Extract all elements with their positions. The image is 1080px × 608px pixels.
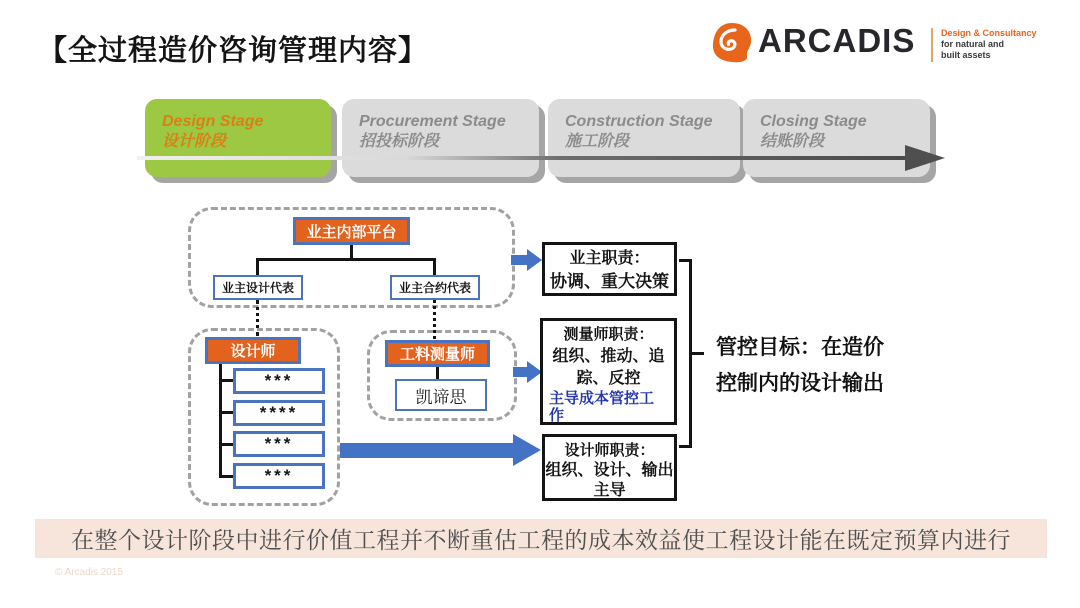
owner-duty-body: 协调、重大决策 (550, 272, 669, 291)
stage-procurement-en: Procurement Stage (359, 113, 506, 130)
flow-arrow-designer-head-icon (513, 434, 541, 466)
stage-tab-closing (743, 99, 930, 177)
arcadis-logo-mark-icon (710, 22, 754, 64)
connector-line (256, 258, 436, 261)
logo-tagline (941, 28, 1037, 61)
designer-item-box: **** (233, 400, 325, 426)
designer-box: 设计师 (205, 337, 301, 364)
stage-closing-zh: 结账阶段 (760, 133, 825, 150)
owner-contract-rep-box: 业主合约代表 (390, 275, 480, 300)
stage-tab-design (145, 99, 331, 177)
page-title: 【全过程造价咨询管理内容】 (38, 35, 429, 67)
flow-arrow-surveyor (513, 367, 527, 377)
stage-procurement-zh: 招投标阶段 (359, 133, 440, 150)
connector-line (436, 367, 439, 379)
goal-text: 管控目标：在造价控制内的设计输出 (716, 336, 884, 395)
logo-divider (931, 28, 933, 62)
logo-tagline-line1: Design & Consultancy (941, 28, 1037, 38)
bracket-tick-line (692, 352, 704, 355)
surveyor-box: 工料测量师 (385, 340, 490, 367)
designer-duty-body: 组织、设计、输出主导 (545, 462, 674, 499)
stage-construction-zh: 施工阶段 (565, 133, 630, 150)
designer-duty-box (542, 434, 677, 501)
flow-arrow-designer (340, 443, 513, 458)
designer-duty-title: 设计师职责： (564, 442, 655, 459)
footer-banner: 在整个设计阶段中进行价值工程并不断重估工程的成本效益使工程设计能在既定预算内进行 (35, 519, 1047, 558)
connector-line (256, 258, 259, 275)
designer-item-box: *** (233, 368, 325, 394)
surveyor-company-box: 凯谛思 (395, 379, 487, 411)
stage-timeline-arrowhead-icon (905, 145, 945, 171)
owner-duty-title: 业主职责： (569, 250, 650, 267)
logo-tagline-line2: for natural and (941, 39, 1005, 49)
stage-design-en: Design Stage (162, 113, 264, 130)
owner-platform-box: 业主内部平台 (293, 217, 410, 245)
owner-design-rep-box: 业主设计代表 (213, 275, 303, 300)
connector-line (219, 475, 233, 478)
connector-line (433, 258, 436, 275)
surveyor-duty-body: 组织、推动、追踪、反控 (552, 348, 665, 387)
surveyor-duty-box (540, 318, 677, 425)
connector-line (219, 411, 233, 414)
designer-item-box: *** (233, 431, 325, 457)
flow-arrow-owner-head-icon (527, 249, 542, 271)
owner-duty-box (542, 242, 677, 296)
connector-line (219, 443, 233, 446)
surveyor-duty-title: 测量师职责： (563, 326, 654, 343)
designer-item-box: *** (233, 463, 325, 489)
stage-tab-construction (548, 99, 740, 177)
surveyor-duty-highlight: 主导成本管控工作 (549, 390, 655, 424)
stage-design-zh: 设计阶段 (162, 133, 227, 150)
arcadis-wordmark: ARCADIS (758, 22, 916, 59)
stage-tab-procurement (342, 99, 539, 177)
connector-line (219, 379, 233, 382)
logo-tagline-line3: built assets (941, 50, 991, 60)
copyright-text: © Arcadis 2015 (55, 567, 123, 578)
stage-timeline-line (137, 156, 905, 160)
flow-arrow-owner (511, 255, 527, 265)
connector-line (350, 245, 353, 258)
stage-construction-en: Construction Stage (565, 113, 713, 130)
stage-closing-en: Closing Stage (760, 113, 867, 130)
bracket-line (679, 445, 692, 448)
